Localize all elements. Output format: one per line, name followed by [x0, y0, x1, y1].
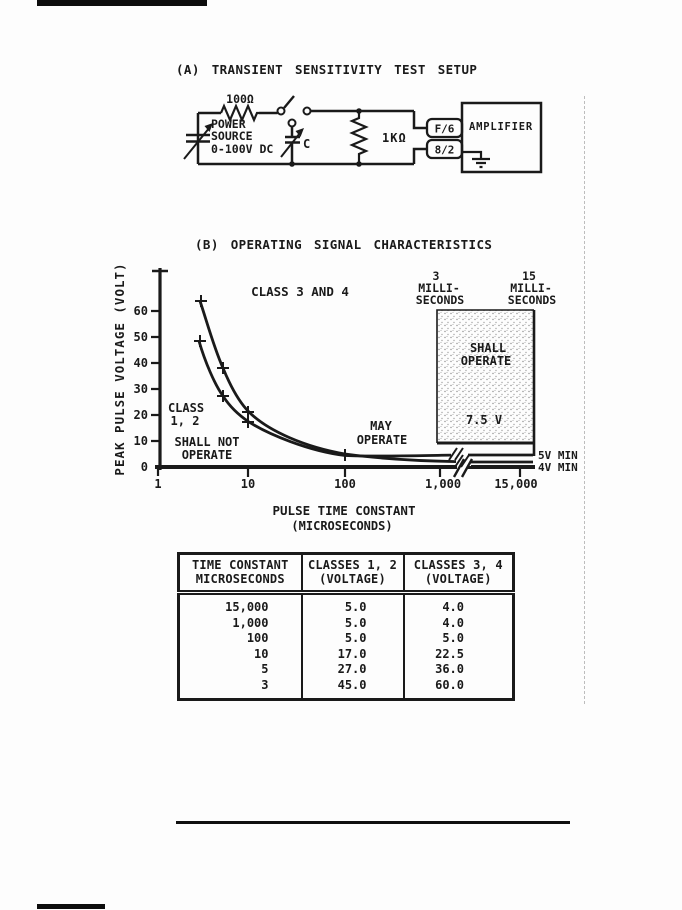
cell-classes-1-2: 5.0 — [302, 593, 404, 616]
table-row — [179, 678, 514, 700]
cell-time-constant: 5 — [261, 662, 269, 676]
terminal-bottom-label: 8/2 — [434, 143, 455, 157]
label-shall-line1: SHALL — [469, 341, 507, 355]
cell-time-constant: 1,000 — [232, 615, 269, 630]
label-ms15-line2: MILLI- — [510, 281, 552, 295]
cell-time-constant: 10 — [254, 646, 269, 661]
label-may-line1: MAY — [370, 419, 392, 433]
cell-time-constant: 3 — [261, 677, 269, 692]
table-row — [179, 616, 514, 632]
label-4v-min: 4V MIN — [538, 461, 578, 474]
cell-classes-3-4: 60.0 — [404, 678, 514, 700]
operating-signal-chart — [95, 253, 585, 543]
circuit-diagram — [145, 80, 555, 192]
y-tick-40: 40 — [133, 356, 148, 370]
header-line: (VOLTAGE) — [319, 572, 386, 586]
cell-classes-3-4: 5.0 — [404, 631, 514, 647]
load-resistor-label: 1KΩ — [382, 131, 407, 145]
label-class-3-4: CLASS 3 AND 4 — [251, 284, 349, 299]
header-time-constant — [179, 554, 302, 593]
top-redaction-bar — [37, 0, 207, 6]
table-header-row — [179, 554, 514, 593]
cell-classes-3-4: 36.0 — [404, 662, 514, 678]
cell-classes-3-4: 4.0 — [404, 616, 514, 632]
y-tick-30: 30 — [133, 382, 148, 396]
x-tick-1: 1 — [154, 477, 162, 491]
x-tick-10: 10 — [240, 477, 256, 491]
voltage-table-container — [177, 552, 515, 701]
x-tick-labels — [154, 477, 537, 491]
power-source-label-2: SOURCE — [211, 129, 253, 143]
bottom-redaction-bar — [37, 904, 105, 909]
label-ms3-line2: MILLI- — [418, 281, 460, 295]
power-source-label-1: POWER — [211, 117, 246, 131]
header-line: CLASSES 1, 2 — [307, 558, 398, 572]
y-tick-labels — [134, 304, 148, 474]
cell-classes-3-4: 22.5 — [404, 647, 514, 663]
capacitor-symbol — [281, 127, 304, 165]
shall-operate-region — [437, 310, 534, 456]
junction-dots — [289, 108, 362, 167]
load-resistor — [352, 111, 366, 164]
y-axis-title: PEAK PULSE VOLTAGE (VOLT) — [112, 262, 127, 476]
cell-classes-3-4: 4.0 — [404, 593, 514, 616]
y-tick-20: 20 — [133, 408, 148, 422]
label-ms15-line1: 15 — [522, 269, 536, 283]
table-row — [179, 647, 514, 663]
label-shall-not-line2: OPERATE — [181, 448, 233, 462]
y-tick-0: 0 — [140, 460, 148, 474]
voltage-table — [177, 552, 515, 701]
amplifier-label: AMPLIFIER — [468, 121, 534, 133]
footer-rule — [176, 821, 570, 824]
cell-classes-1-2: 17.0 — [302, 647, 404, 663]
x-axis-title: PULSE TIME CONSTANT — [272, 503, 416, 518]
capacitor-label: C — [303, 137, 311, 151]
header-line: CLASSES 3, 4 — [413, 558, 503, 572]
label-ms3-line1: 3 — [432, 269, 440, 283]
table-row — [179, 593, 514, 616]
power-source-label-3: 0-100V DC — [211, 142, 274, 156]
y-tick-10: 10 — [133, 434, 148, 448]
section-b-title: (B) OPERATING SIGNAL CHARACTERISTICS — [195, 237, 493, 252]
label-5v-min: 5V MIN — [538, 449, 578, 462]
label-ms15-line3: SECONDS — [507, 293, 557, 307]
switch-symbol — [278, 96, 311, 127]
cell-classes-1-2: 5.0 — [302, 616, 404, 632]
y-tick-50: 50 — [133, 330, 148, 344]
cell-time-constant: 100 — [246, 631, 269, 645]
section-a-title: (A) TRANSIENT SENSITIVITY TEST SETUP — [176, 62, 478, 77]
header-classes-1-2 — [302, 554, 404, 593]
cell-classes-1-2: 5.0 — [302, 631, 404, 647]
header-line: MICROSECONDS — [195, 572, 285, 586]
y-tick-60: 60 — [133, 304, 148, 318]
x-axis-subtitle: (MICROSECONDS) — [291, 519, 393, 533]
label-shall-not-line1: SHALL NOT — [174, 435, 240, 449]
label-threshold-voltage: 7.5 V — [465, 413, 503, 427]
table-row — [179, 631, 514, 647]
cell-time-constant: 15,000 — [225, 600, 269, 614]
label-may-line2: OPERATE — [356, 433, 408, 447]
label-class-1-2-line1: CLASS — [167, 401, 205, 415]
label-class-1-2-line2: 1, 2 — [170, 414, 200, 428]
table-row — [179, 662, 514, 678]
ground-symbol — [463, 152, 490, 167]
header-line: (VOLTAGE) — [424, 572, 492, 586]
cell-classes-1-2: 45.0 — [302, 678, 404, 700]
terminal-top-label: F/6 — [434, 122, 455, 136]
label-shall-line2: OPERATE — [460, 354, 512, 368]
x-tick-15000: 15,000 — [494, 477, 538, 491]
series-resistor-label: 100Ω — [226, 92, 254, 106]
x-tick-1000: 1,000 — [424, 477, 462, 491]
label-ms3-line3: SECONDS — [415, 293, 465, 307]
amplifier-box — [462, 103, 541, 172]
cell-classes-1-2: 27.0 — [302, 662, 404, 678]
x-tick-100: 100 — [334, 477, 356, 491]
header-line: TIME CONSTANT — [191, 558, 289, 572]
header-classes-3-4 — [404, 554, 514, 593]
